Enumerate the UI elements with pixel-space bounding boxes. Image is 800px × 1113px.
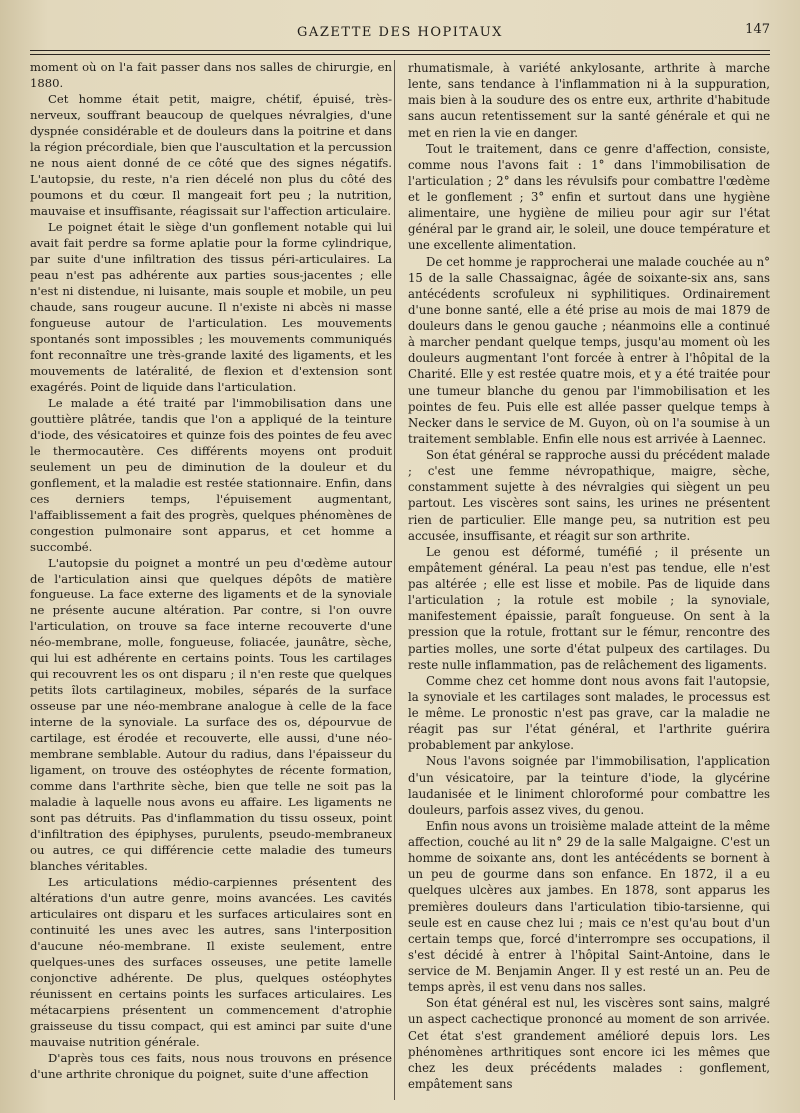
page-header	[30, 22, 770, 46]
header-rule-thick	[30, 50, 770, 51]
paragraph: Le genou est déformé, tuméfié ; il présente un empâtement général. La peau n'est pas tendue, elle n'est pas altérée ; elle est lisse et mobile. Pas de liquide dans l'articulation ; la rotule est mobile ; la synoviale, manifestement épaissie, paraît fongueuse. On sent à la pression que la rotule, frottant sur le fémur, rencontre des parties molles, une sorte d'état pulpeux des cartilages. Du reste nulle inflammation, pas de relâchement des ligaments.	[408, 544, 770, 672]
paragraph: Le poignet était le siège d'un gonflement notable qui lui avait fait perdre sa forme aplatie pour la forme cylindrique, par suite d'une infiltration des tissus péri-articulaires. La peau n'est pas adhérente aux parties sous-jacentes ; elle n'est ni distendue, ni luisante, mais souple et mobile, un peu chaude, sans rougeur aucune. Il n'existe ni abcès ni masse fongueuse autour de l'articulation. Les mouvements spontanés sont impossibles ; les mouvements communiqués font reconnaître une très-grande laxité des ligaments, et les mouvements de latéralité, de flexion et d'extension sont exagérés. Point de liquide dans l'articulation.	[30, 219, 392, 394]
paragraph: De cet homme je rapprocherai une malade couchée au n° 15 de la salle Chassaignac, âgée de soixante-six ans, sans antécédents scrofuleux ni syphilitiques. Ordinairement d'une bonne santé, elle a été prise au mois de mai 1879 de douleurs dans le genou gauche ; néanmoins elle a continué à marcher pendant quelque temps, jusqu'au moment où les douleurs augmentant l'ont forcée à entrer à l'hôpital de la Charité. Elle y est restée quatre mois, et y a été traitée pour une tumeur blanche du genou par l'immobilisation et les pointes de feu. Puis elle est allée passer quelque temps à Necker dans le service de M. Guyon, où on l'a soumise à un traitement semblable. Enfin elle nous est arrivée à Laennec.	[408, 254, 770, 446]
paragraph: L'autopsie du poignet a montré un peu d'œdème autour de l'articulation ainsi que quelques dépôts de matière fongueuse. La face externe des ligaments et de la synoviale ne présente aucune altération. Par contre, si l'on ouvre l'articulation, on trouve sa face interne recouverte d'une néo-membrane, molle, fongueuse, foliacée, jaunâtre, sèche, qui lui est adhérente en certains points. Tous les cartilages qui recouvrent les os ont disparu ; il n'en reste que quelques petits îlots cartilagineux, mobiles, séparés de la surface osseuse par une néo-membrane analogue à celle de la face interne de la synoviale. La surface des os, dépourvue de cartilage, est érodée et recouverte, elle aussi, d'une néo-membrane semblable. Autour du radius, dans l'épaisseur du ligament, on trouve des ostéophytes de récente formation, comme dans l'arthrite sèche, bien que telle ne soit pas la maladie à laquelle nous avons eu affaire. Les ligaments ne sont pas détruits. Pas d'inflammation du tissu osseux, point d'infiltration des épiphyses, purulents, pseudo-membraneux ou autres, ce qui différencie cette maladie des tumeurs blanches véritables.	[30, 555, 392, 874]
paragraph: Les articulations médio-carpiennes présentent des altérations d'un autre genre, moins avancées. Les cavités articulaires ont disparu et les surfaces articulaires sont en continuité les unes avec les autres, sans l'interposition d'aucune néo-membrane. Il existe seulement, entre quelques-unes des surfaces osseuses, une petite lamelle conjonctive adhérente. De plus, quelques ostéophytes réunissent en certains points les surfaces articulaires. Les métacarpiens présentent un commencement d'atrophie graisseuse du tissu compact, qui est aminci par suite d'une mauvaise nutrition générale.	[30, 875, 392, 1050]
left-column	[30, 60, 392, 1083]
paragraph: Le malade a été traité par l'immobilisation dans une gouttière plâtrée, tandis que l'on a appliqué de la teinture d'iode, des vésicatoires et quinze fois des pointes de feu avec le thermocautère. Ces différents moyens ont produit seulement un peu de diminution de la douleur et du gonflement, et la maladie est restée stationnaire. Enfin, dans ces derniers temps, l'épuisement augmentant, l'affaiblissement a fait des progrès, quelques phénomènes de congestion pulmonaire sont apparus, et cet homme a succombé.	[30, 395, 392, 554]
paragraph: D'après tous ces faits, nous nous trouvons en présence d'une arthrite chronique du poignet, suite d'une affection	[30, 1051, 392, 1082]
paragraph: moment où on l'a fait passer dans nos salles de chirurgie, en 1880.	[30, 60, 392, 90]
paragraph: Enfin nous avons un troisième malade atteint de la même affection, couché au lit n° 29 de la salle Malgaigne. C'est un homme de soixante ans, dont les antécédents se bornent à un peu de gourme dans son enfance. En 1872, il a eu quelques ulcères aux jambes. En 1878, sont apparus les premières douleurs dans l'articulation tibio-tarsienne, qui seule est en cause chez lui ; mais ce n'est qu'au bout d'un certain temps que, forcé d'interrompre ses occupations, il s'est décidé à entrer à l'hôpital Saint-Antoine, dans le service de M. Benjamin Anger. Il y est resté un an. Peu de temps après, il est venu dans nos salles.	[408, 818, 770, 995]
paragraph: Son état général se rapproche aussi du précédent malade ; c'est une femme névropathique, maigre, sèche, constamment sujette à des névralgies qui siègent un peu partout. Les viscères sont sains, les urines ne présentent rien de particulier. Elle mange peu, sa nutrition est peu accusée, insuffisante, et réagit sur son arthrite.	[408, 448, 770, 543]
column-separator	[394, 60, 395, 1100]
paragraph: Nous l'avons soignée par l'immobilisation, l'application d'un vésicatoire, par la teinture d'iode, la glycérine laudanisée et le liniment chloroformé pour combattre les douleurs, parfois assez vives, du genou.	[408, 754, 770, 817]
journal-title: GAZETTE DES HOPITAUX	[297, 25, 503, 40]
paragraph: Son état général est nul, les viscères sont sains, malgré un aspect cachectique prononcé au moment de son arrivée. Cet état s'est grandement amélioré depuis lors. Les phénomènes arthritiques sont encore ici les mêmes que chez les deux précédents malades : gonflement, empâtement sans	[408, 996, 770, 1091]
paragraph: Cet homme était petit, maigre, chétif, épuisé, très-nerveux, souffrant beaucoup de quelques névralgies, d'une dyspnée considérable et de douleurs dans la poitrine et dans la région précordiale, bien que l'auscultation et la percussion ne nous aient donné de ce côté que des signes négatifs. L'autopsie, du reste, n'a rien décelé non plus du côté des poumons et du cœur. Il mangeait fort peu ; la nutrition, mauvaise et insuffisante, réagissait sur l'affection articulaire.	[30, 91, 392, 218]
right-column	[408, 60, 770, 1092]
header-rule-thin	[30, 54, 770, 55]
paragraph: Tout le traitement, dans ce genre d'affection, consiste, comme nous l'avons fait : 1° dans l'immobilisation de l'articulation ; 2° dans les révulsifs pour combattre l'œdème et le gonflement ; 3° enfin et surtout dans une hygiène alimentaire, une hygiène de milieu pour agir sur l'état général par le grand air, le soleil, une douce température et une excellente alimentation.	[408, 141, 770, 253]
page-number: 147	[745, 22, 770, 37]
paragraph: Comme chez cet homme dont nous avons fait l'autopsie, la synoviale et les cartilages sont malades, le processus est le même. Le pronostic n'est pas grave, car la maladie ne réagit pas sur l'état général, et l'arthrite guérira probablement par ankylose.	[408, 673, 770, 753]
paragraph: rhumatismale, à variété ankylosante, arthrite à marche lente, sans tendance à l'inflammation ni à la suppuration, mais bien à la soudure des os entre eux, arthrite d'habitude sans aucun retentissement sur la santé générale et qui ne met en rien la vie en danger.	[408, 61, 770, 140]
